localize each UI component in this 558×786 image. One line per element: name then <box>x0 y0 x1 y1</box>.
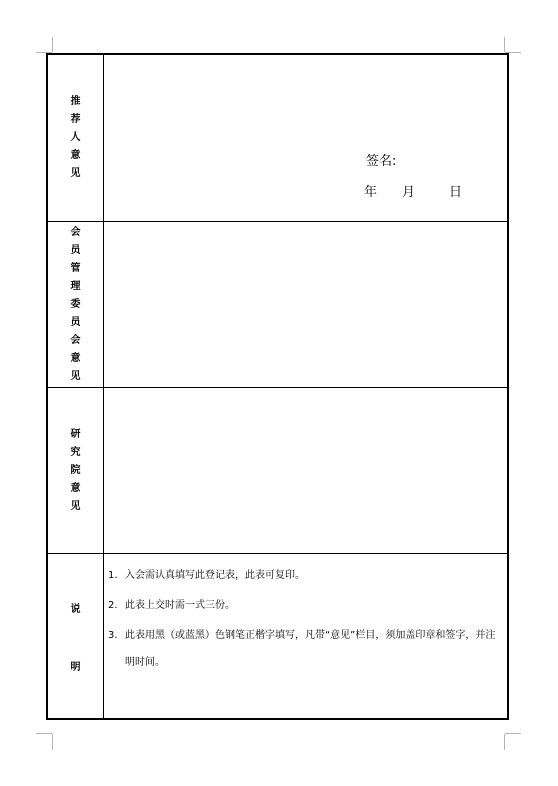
recommender-opinion-label <box>71 93 81 183</box>
notes-label-cell <box>48 554 104 718</box>
day-label: 日 <box>449 185 463 200</box>
note-item <box>108 568 503 583</box>
label-char: 见 <box>70 370 81 382</box>
label-char: 意 <box>70 150 81 161</box>
label-char: 人 <box>70 132 81 143</box>
committee-opinion-field[interactable] <box>104 222 507 387</box>
institute-opinion-label <box>71 426 81 516</box>
notes-content <box>104 554 507 718</box>
label-char: 员 <box>70 316 81 328</box>
label-char: 见 <box>70 500 81 512</box>
notes-label-bottom: 明 <box>70 662 81 673</box>
note-item <box>108 622 503 676</box>
crop-mark-bottom-right-v <box>504 734 505 750</box>
institute-opinion-label-cell <box>48 388 104 553</box>
committee-opinion-row <box>48 222 507 388</box>
note-number: 2. <box>108 600 118 611</box>
label-char: 推 <box>70 96 81 107</box>
label-char: 委 <box>70 298 81 310</box>
crop-mark-top-left-v <box>52 37 53 52</box>
label-char: 见 <box>70 168 81 179</box>
label-char: 意 <box>70 352 81 364</box>
note-text: 此表用黑（或蓝黑）色钢笔正楷字填写，凡带“意见”栏目，须加盖印章和签字，并注明时间。 <box>125 630 496 668</box>
notes-list <box>108 568 503 691</box>
notes-label-top: 说 <box>70 604 81 615</box>
crop-mark-bottom-left-h <box>36 733 52 734</box>
institute-opinion-row <box>48 388 507 554</box>
note-number: 3. <box>108 630 118 641</box>
notes-row <box>48 554 507 718</box>
label-char: 理 <box>70 280 81 292</box>
crop-mark-bottom-left-v <box>52 734 53 750</box>
note-number: 1. <box>108 570 118 581</box>
label-char: 管 <box>70 262 81 274</box>
label-char: 会 <box>70 334 81 346</box>
note-text: 入会需认真填写此登记表，此表可复印。 <box>125 570 305 581</box>
note-text: 此表上交时需一式三份。 <box>125 600 235 611</box>
signature-label: 签名: <box>366 154 397 169</box>
registration-form-table <box>46 53 509 720</box>
label-char: 员 <box>70 244 81 256</box>
committee-opinion-label-cell <box>48 222 104 387</box>
month-label: 月 <box>402 185 416 200</box>
label-char: 院 <box>70 464 81 476</box>
recommender-opinion-label-cell <box>48 55 104 221</box>
label-char: 会 <box>70 226 81 238</box>
label-char: 荐 <box>70 114 81 125</box>
recommender-opinion-field[interactable] <box>104 55 507 221</box>
committee-opinion-label <box>71 224 81 386</box>
year-label: 年 <box>364 185 378 200</box>
institute-opinion-field[interactable] <box>104 388 507 553</box>
crop-mark-bottom-right-h <box>505 733 521 734</box>
label-char: 研 <box>70 428 81 440</box>
crop-mark-top-right-v <box>504 37 505 52</box>
recommender-opinion-row <box>48 55 507 222</box>
label-char: 究 <box>70 446 81 458</box>
label-char: 意 <box>70 482 81 494</box>
note-item <box>108 598 503 613</box>
